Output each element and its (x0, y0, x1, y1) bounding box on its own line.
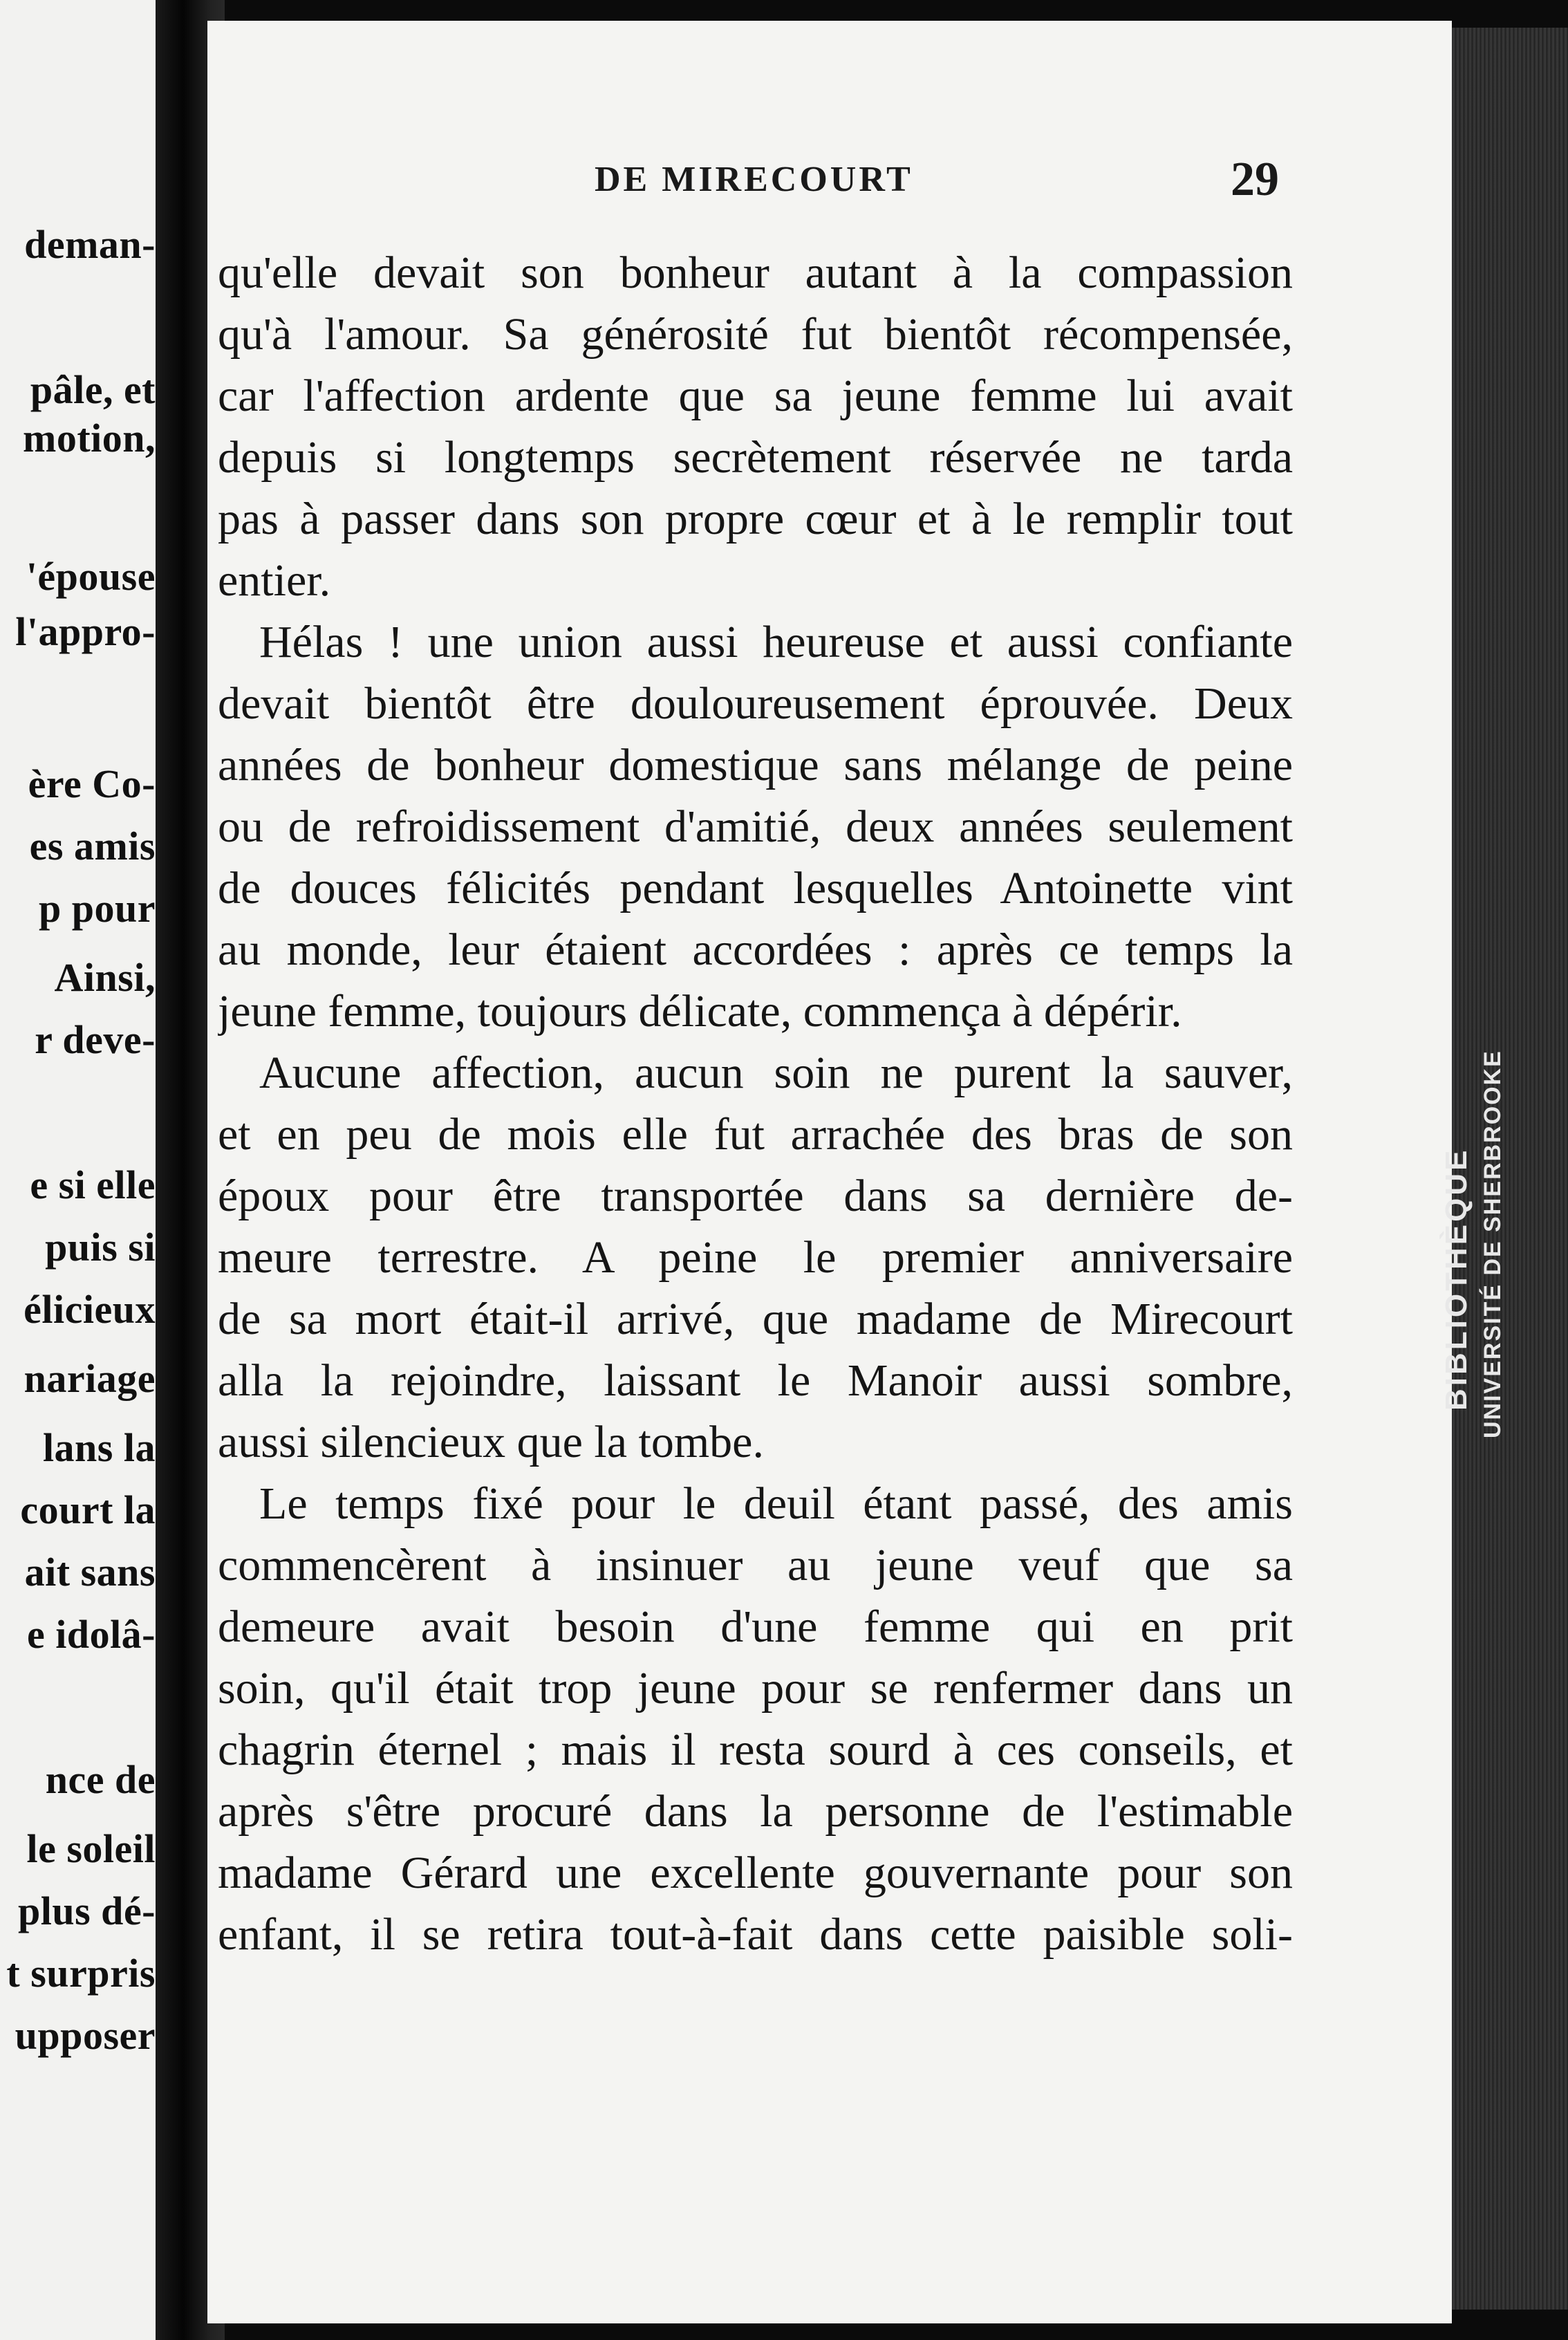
text-line: Le temps fixé pour le deuil étant passé, des amis (259, 1478, 1293, 1529)
previous-page-line: nce de (45, 1757, 156, 1802)
text-line: alla la rejoindre, laissant le Manoir aussi sombre, (218, 1355, 1293, 1406)
text-line: qu'elle devait son bonheur autant à la compassion (218, 248, 1293, 298)
text-line: et en peu de mois elle fut arrachée des bras de son (218, 1109, 1293, 1160)
text-line: pas à passer dans son propre cœur et à le remplir tout (218, 494, 1293, 544)
previous-page-line: nariage (24, 1356, 156, 1401)
previous-page-line: 'épouse (26, 554, 156, 599)
text-line: soin, qu'il était trop jeune pour se renfermer dans un (218, 1663, 1293, 1714)
previous-page-line: t surpris (6, 1951, 156, 1996)
previous-page-line: l'appro- (15, 609, 156, 654)
previous-page-line: élicieux (24, 1287, 156, 1332)
previous-page-line: plus dé- (17, 1888, 156, 1933)
paragraph-1 (218, 242, 1293, 611)
text-line: car l'affection ardente que sa jeune femme lui avait (218, 371, 1293, 421)
stamp-library-name: BIBLIOTHÈQUE (1439, 1147, 1473, 1411)
previous-page-line: es amis (29, 824, 156, 869)
page-header (207, 145, 1452, 207)
text-line: commencèrent à insinuer au jeune veuf que sa (218, 1540, 1293, 1590)
previous-page-line: motion, (23, 416, 156, 461)
text-line: meure terrestre. A peine le premier anniversaire (218, 1232, 1293, 1283)
previous-page-line: r deve- (35, 1017, 156, 1062)
previous-page-line: ère Co- (28, 761, 156, 806)
text-line: jeune femme, toujours délicate, commença à dépérir. (218, 986, 1182, 1037)
text-line: de douces félicités pendant lesquelles Antoinette vint (218, 863, 1293, 913)
previous-page-line: puis si (45, 1225, 156, 1270)
previous-page-line: upposer (15, 2013, 156, 2058)
previous-page-line: lans la (42, 1425, 156, 1470)
previous-page-line: court la (20, 1487, 156, 1532)
text-line: époux pour être transportée dans sa dernière de- (218, 1171, 1293, 1221)
text-line: Aucune affection, aucun soin ne purent la sauver, (259, 1048, 1293, 1098)
text-line: enfant, il se retira tout-à-fait dans cette paisible soli- (218, 1909, 1293, 1960)
page-number: 29 (1231, 153, 1279, 206)
previous-page-line: e si elle (30, 1162, 156, 1207)
text-line: Hélas ! une union aussi heureuse et aussi confiante (259, 617, 1293, 667)
text-line: devait bientôt être douloureusement éprouvée. Deux (218, 678, 1293, 729)
paragraph-3 (218, 1042, 1293, 1473)
previous-page-line: le soleil (26, 1826, 156, 1871)
text-line: chagrin éternel ; mais il resta sourd à ces conseils, et (218, 1725, 1293, 1775)
previous-page-line: pâle, et (30, 367, 156, 412)
text-line: depuis si longtemps secrètement réservée ne tarda (218, 432, 1293, 483)
current-page (207, 21, 1452, 2323)
paragraph-2 (218, 611, 1293, 1042)
paragraph-4 (218, 1473, 1293, 1965)
text-line: après s'être procuré dans la personne de l'estimable (218, 1786, 1293, 1837)
running-title: DE MIRECOURT (595, 160, 913, 199)
page-body (218, 242, 1293, 1965)
text-line: qu'à l'amour. Sa générosité fut bientôt récompensée, (218, 309, 1293, 360)
previous-page-line: ait sans (24, 1550, 156, 1595)
text-line: demeure avait besoin d'une femme qui en prit (218, 1601, 1293, 1652)
previous-page-line: p pour (38, 886, 156, 931)
text-line: années de bonheur domestique sans mélange de peine (218, 740, 1293, 790)
text-line: au monde, leur étaient accordées : après ce temps la (218, 925, 1293, 975)
text-line: de sa mort était-il arrivé, que madame de Mirecourt (218, 1294, 1293, 1344)
previous-page-line: deman- (24, 222, 156, 267)
previous-page-line: e idolâ- (26, 1612, 156, 1657)
stamp-university-name: UNIVERSITÉ DE SHERBROOKE (1480, 1050, 1506, 1438)
text-line: madame Gérard une excellente gouvernante pour son (218, 1848, 1293, 1898)
text-line: aussi silencieux que la tombe. (218, 1417, 764, 1467)
text-line: ou de refroidissement d'amitié, deux années seulement (218, 801, 1293, 852)
library-stamp (1410, 940, 1568, 1494)
previous-page-line: Ainsi, (54, 955, 156, 1000)
text-line: entier. (218, 555, 331, 606)
